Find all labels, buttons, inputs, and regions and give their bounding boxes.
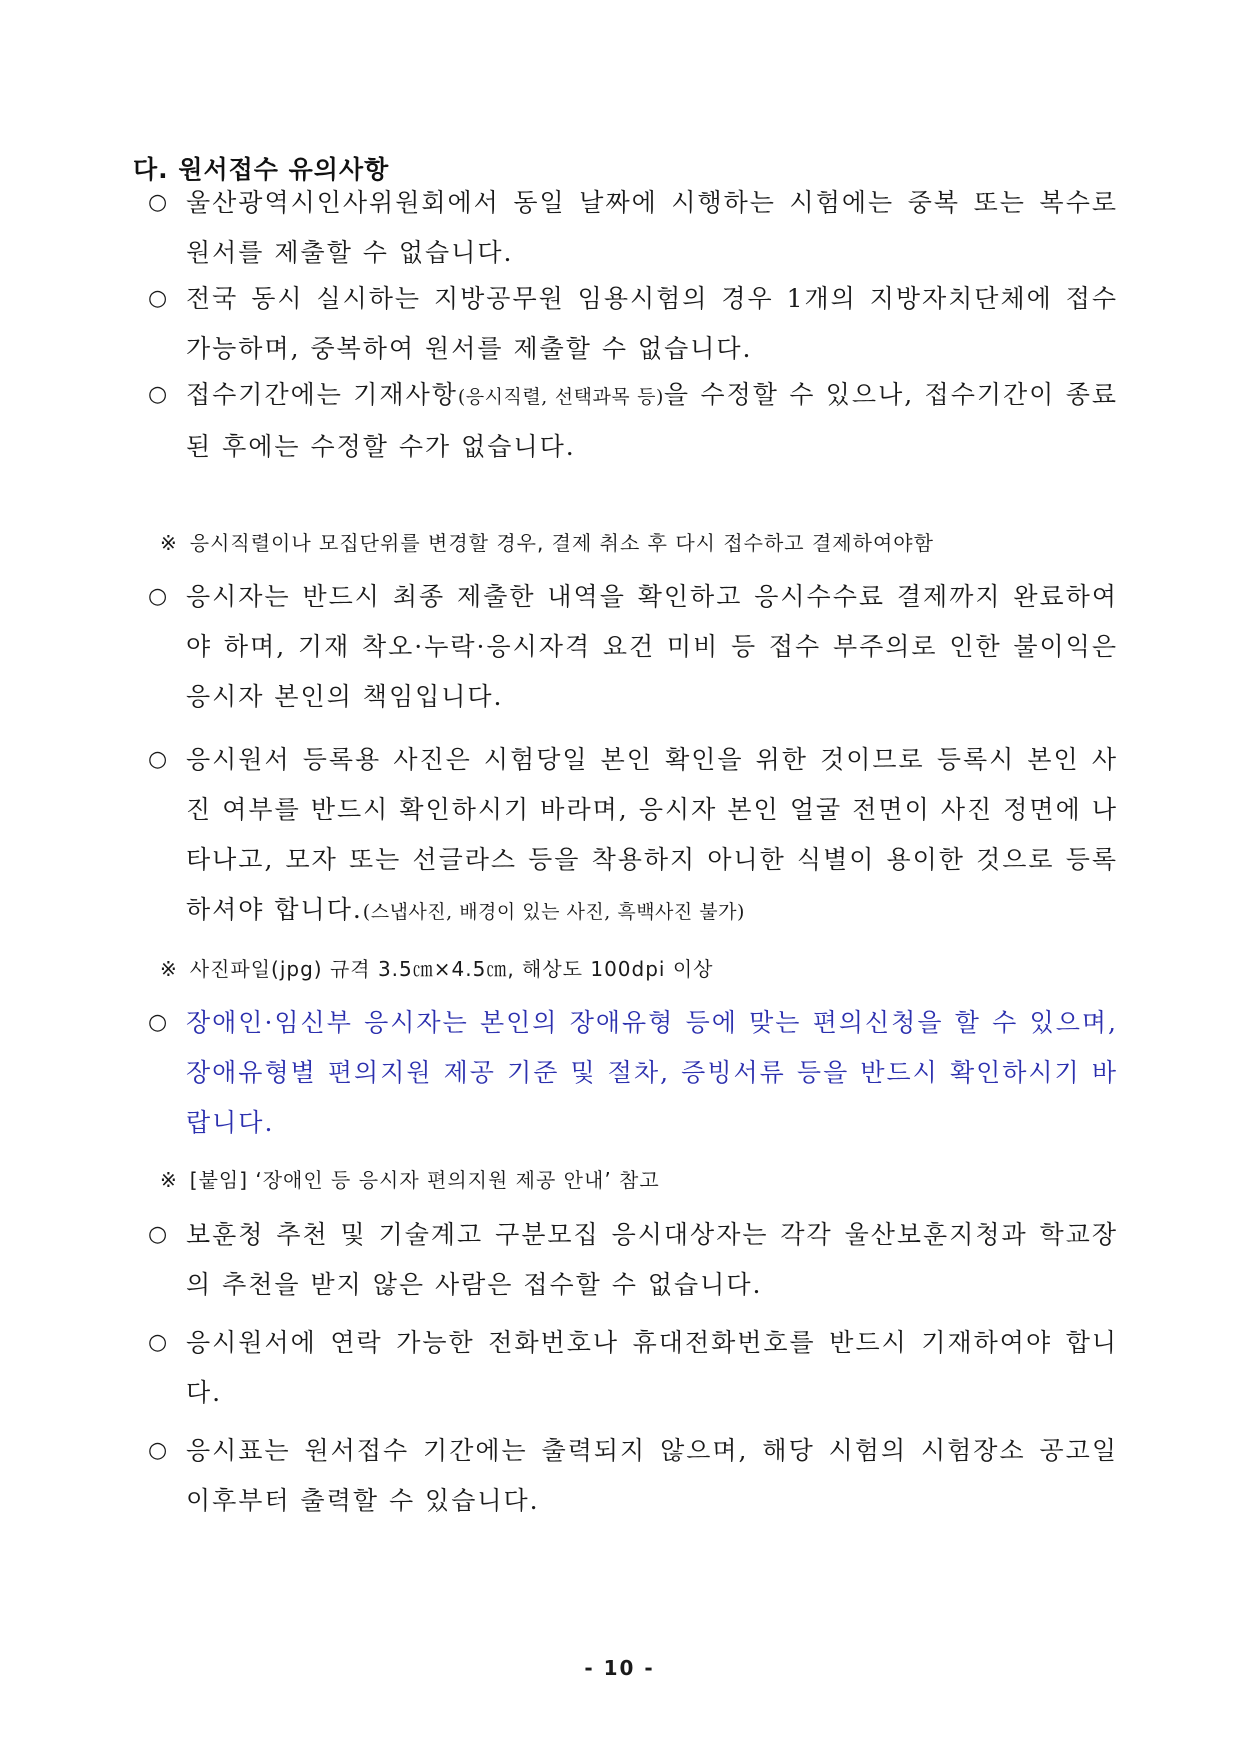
- item-text: 응시표는 원서접수 기간에는 출력되지 않으며, 해당 시험의 시험장소 공고일 이후부터 출력할 수 있습니다.: [186, 1436, 1118, 1515]
- item-text: 응시자는 반드시 최종 제출한 내역을 확인하고 응시수수료 결제까지 완료하여야 하며, 기재 착오·누락·응시자격 요건 미비 등 접수 부주의로 인한 불이익은 응시자 본인의 책임입니다.: [186, 582, 1118, 711]
- note-text: 사진파일(jpg) 규격 3.5㎝×4.5㎝, 해상도 100dpi 이상: [189, 957, 714, 981]
- note: [160, 1165, 1120, 1195]
- reference-mark-icon: ※: [160, 1168, 178, 1192]
- list-item: [148, 1210, 1118, 1310]
- item-text-part: 을 수정할 수 있으나, 접수기간이 종료된 후에는 수정할 수가 없습니다.: [186, 380, 1118, 461]
- section-title: 다. 원서접수 유의사항: [133, 155, 390, 184]
- circle-bullet-icon: ○: [148, 1222, 170, 1247]
- note-text: [붙임] ‘장애인 등 응시자 편의지원 제공 안내’ 참고: [189, 1168, 660, 1192]
- reference-mark-icon: ※: [160, 957, 178, 981]
- item-text: 울산광역시인사위원회에서 동일 날짜에 시행하는 시험에는 중복 또는 복수로 원서를 제출할 수 없습니다.: [186, 188, 1118, 267]
- circle-bullet-icon: ○: [148, 1438, 170, 1463]
- list-item: [148, 735, 1118, 937]
- list-item: [148, 370, 1118, 472]
- reference-mark-icon: ※: [160, 531, 178, 555]
- item-text-small: (응시직렬, 선택과목 등): [457, 386, 664, 408]
- note: [160, 528, 1120, 558]
- item-text: [186, 370, 1118, 472]
- circle-bullet-icon: ○: [148, 1330, 170, 1355]
- list-item: [148, 274, 1118, 374]
- circle-bullet-icon: ○: [148, 1010, 170, 1035]
- list-item: [148, 1426, 1118, 1526]
- item-text: 장애인·임신부 응시자는 본인의 장애유형 등에 맞는 편의신청을 할 수 있으며, 장애유형별 편의지원 제공 기준 및 절차, 증빙서류 등을 반드시 확인하시기 바랍니다.: [186, 1008, 1118, 1137]
- note-text: 응시직렬이나 모집단위를 변경할 경우, 결제 취소 후 다시 접수하고 결제하여야함: [189, 531, 934, 555]
- list-item-highlight: [148, 998, 1118, 1148]
- circle-bullet-icon: ○: [148, 747, 170, 772]
- item-text-part: 접수기간에는 기재사항: [186, 380, 458, 409]
- list-item: [148, 178, 1118, 278]
- page-number: - 10 -: [584, 1656, 655, 1680]
- circle-bullet-icon: ○: [148, 584, 170, 609]
- item-text-part: 응시원서 등록용 사진은 시험당일 본인 확인을 위한 것이므로 등록시 본인 사진 여부를 반드시 확인하시기 바라며, 응시자 본인 얼굴 전면이 사진 정면에 나타나고, 모자 또는 선글라스 등을 착용하지 아니한 식별이 용이한 것으로 등록하셔야 합니다.: [186, 745, 1118, 924]
- circle-bullet-icon: ○: [148, 382, 170, 407]
- list-item: [148, 1318, 1118, 1418]
- item-text: 전국 동시 실시하는 지방공무원 임용시험의 경우 1개의 지방자치단체에 접수 가능하며, 중복하여 원서를 제출할 수 없습니다.: [186, 284, 1118, 363]
- circle-bullet-icon: ○: [148, 190, 170, 215]
- item-text: 응시원서에 연락 가능한 전화번호나 휴대전화번호를 반드시 기재하여야 합니다.: [186, 1328, 1118, 1407]
- list-item: [148, 572, 1118, 722]
- item-text: 보훈청 추천 및 기술계고 구분모집 응시대상자는 각각 울산보훈지청과 학교장의 추천을 받지 않은 사람은 접수할 수 없습니다.: [186, 1220, 1118, 1299]
- item-text: [186, 735, 1118, 937]
- note: [160, 954, 1120, 984]
- circle-bullet-icon: ○: [148, 286, 170, 311]
- item-text-small: (스냅사진, 배경이 있는 사진, 흑백사진 불가): [362, 901, 745, 923]
